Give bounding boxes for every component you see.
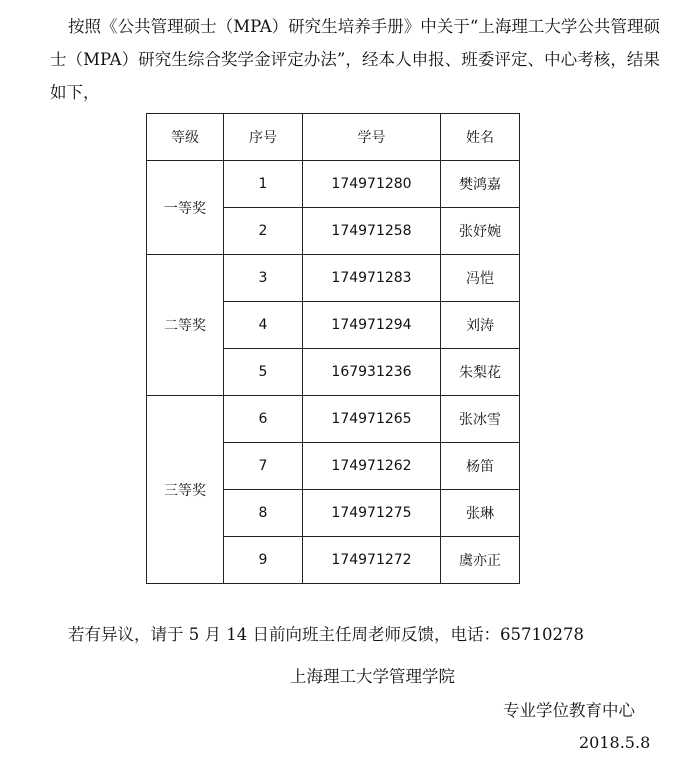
student-id: 174971283 bbox=[303, 255, 441, 302]
award-level: 二等奖 bbox=[147, 255, 224, 396]
award-level: 三等奖 bbox=[147, 396, 224, 584]
row-number: 9 bbox=[224, 537, 303, 584]
row-number: 6 bbox=[224, 396, 303, 443]
header-student-id: 学号 bbox=[303, 114, 441, 161]
student-id: 174971294 bbox=[303, 302, 441, 349]
header-name: 姓名 bbox=[441, 114, 520, 161]
signature-department: 专业学位教育中心 bbox=[503, 701, 635, 720]
intro-paragraph bbox=[50, 10, 660, 109]
row-number: 8 bbox=[224, 490, 303, 537]
row-number: 1 bbox=[224, 161, 303, 208]
student-id: 174971280 bbox=[303, 161, 441, 208]
signature-date: 2018.5.8 bbox=[579, 733, 651, 752]
table-row bbox=[147, 396, 520, 443]
student-id: 174971275 bbox=[303, 490, 441, 537]
student-name: 张琳 bbox=[441, 490, 520, 537]
table-header-row bbox=[147, 114, 520, 161]
student-name: 杨笛 bbox=[441, 443, 520, 490]
signature-organization: 上海理工大学管理学院 bbox=[290, 667, 455, 686]
awards-table bbox=[146, 113, 520, 584]
student-name: 刘涛 bbox=[441, 302, 520, 349]
student-id: 174971265 bbox=[303, 396, 441, 443]
student-id: 174971272 bbox=[303, 537, 441, 584]
student-name: 张妤婉 bbox=[441, 208, 520, 255]
header-number: 序号 bbox=[224, 114, 303, 161]
row-number: 2 bbox=[224, 208, 303, 255]
student-id: 174971258 bbox=[303, 208, 441, 255]
table-row bbox=[147, 255, 520, 302]
row-number: 5 bbox=[224, 349, 303, 396]
student-name: 朱梨花 bbox=[441, 349, 520, 396]
intro-text: 按照《公共管理硕士（MPA）研究生培养手册》中关于“上海理工大学公共管理硕士（MPA）研究生综合奖学金评定办法”，经本人申报、班委评定、中心考核，结果如下， bbox=[50, 17, 660, 102]
student-name: 虞亦正 bbox=[441, 537, 520, 584]
row-number: 3 bbox=[224, 255, 303, 302]
student-name: 樊鸿嘉 bbox=[441, 161, 520, 208]
student-id: 174971262 bbox=[303, 443, 441, 490]
header-level: 等级 bbox=[147, 114, 224, 161]
row-number: 7 bbox=[224, 443, 303, 490]
student-name: 冯恺 bbox=[441, 255, 520, 302]
student-name: 张冰雪 bbox=[441, 396, 520, 443]
student-id: 167931236 bbox=[303, 349, 441, 396]
award-level: 一等奖 bbox=[147, 161, 224, 255]
objection-notice: 若有异议，请于 5 月 14 日前向班主任周老师反馈，电话：65710278 bbox=[68, 625, 584, 644]
table-row bbox=[147, 161, 520, 208]
row-number: 4 bbox=[224, 302, 303, 349]
